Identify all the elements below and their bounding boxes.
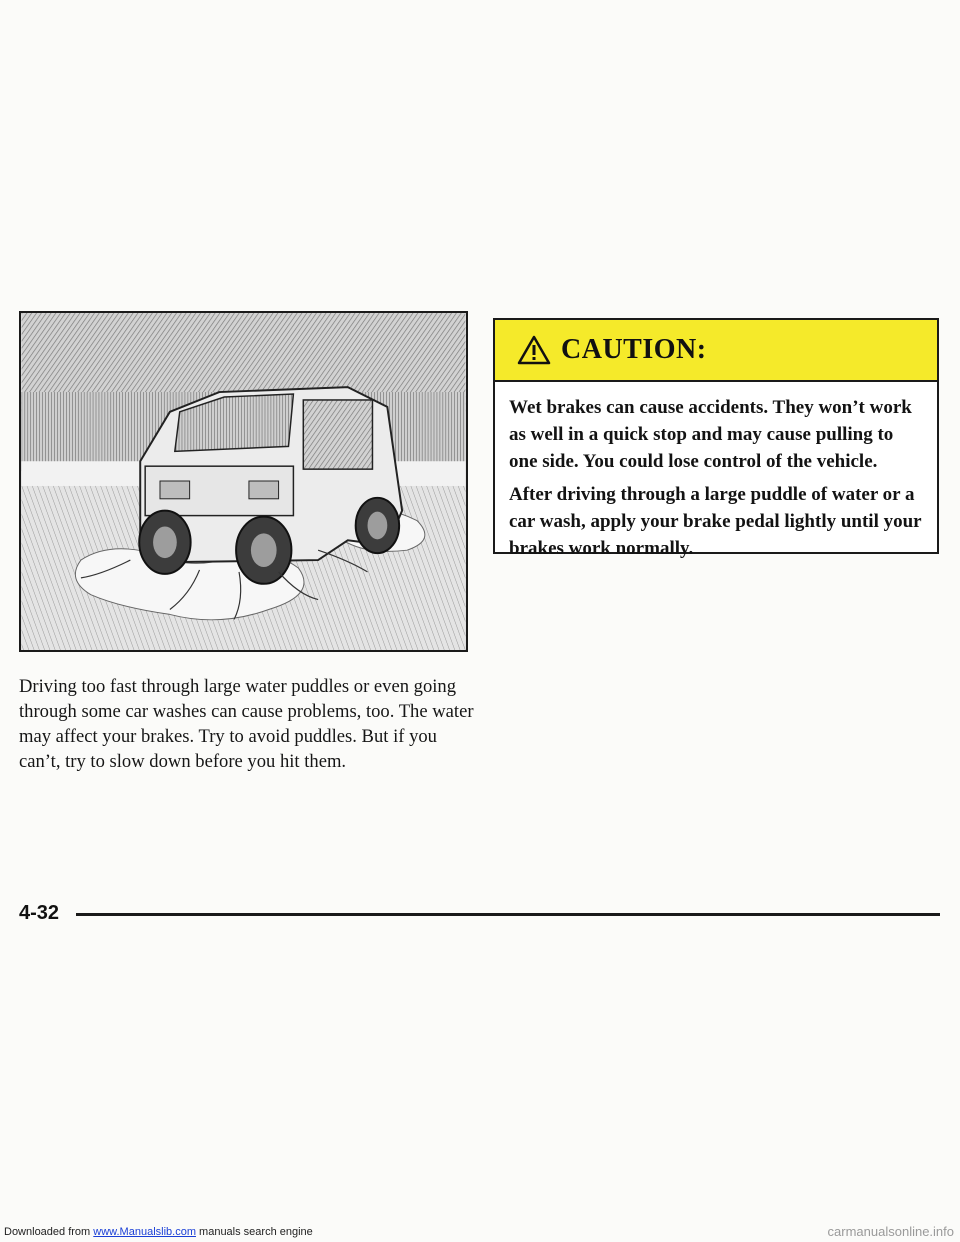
page-number: 4-32: [19, 902, 60, 924]
caution-paragraph: After driving through a large puddle of water or a car wash, apply your brake pedal lightly until your brakes work normally.: [509, 484, 922, 559]
download-footer: [4, 1226, 313, 1238]
vehicle-splashing-puddle-illustration: [19, 311, 468, 652]
manualslib-link[interactable]: www.Manualslib.com: [93, 1226, 196, 1238]
caution-paragraph: Wet brakes can cause accidents. They won’t work as well in a quick stop and may cause pulling to one side. You could lose control of the vehicle.: [509, 397, 912, 472]
page-rule: [76, 913, 940, 916]
footer-prefix: Downloaded from: [4, 1226, 94, 1238]
caution-header: [495, 320, 937, 382]
watermark-text: carmanualsonline.info: [827, 1224, 954, 1239]
caution-box: [493, 318, 939, 559]
footer-suffix: manuals search engine: [195, 1226, 313, 1238]
caution-title: CAUTION:: [561, 334, 707, 365]
body-paragraph: Driving too fast through large water puddles or even going through some car washes can cause problems, too. The water may affect your brakes. Try to avoid puddles. But if you can’t, try to slow down before you hit them.: [19, 676, 474, 772]
caution-body: [495, 382, 937, 562]
warning-triangle-icon: [517, 335, 551, 365]
